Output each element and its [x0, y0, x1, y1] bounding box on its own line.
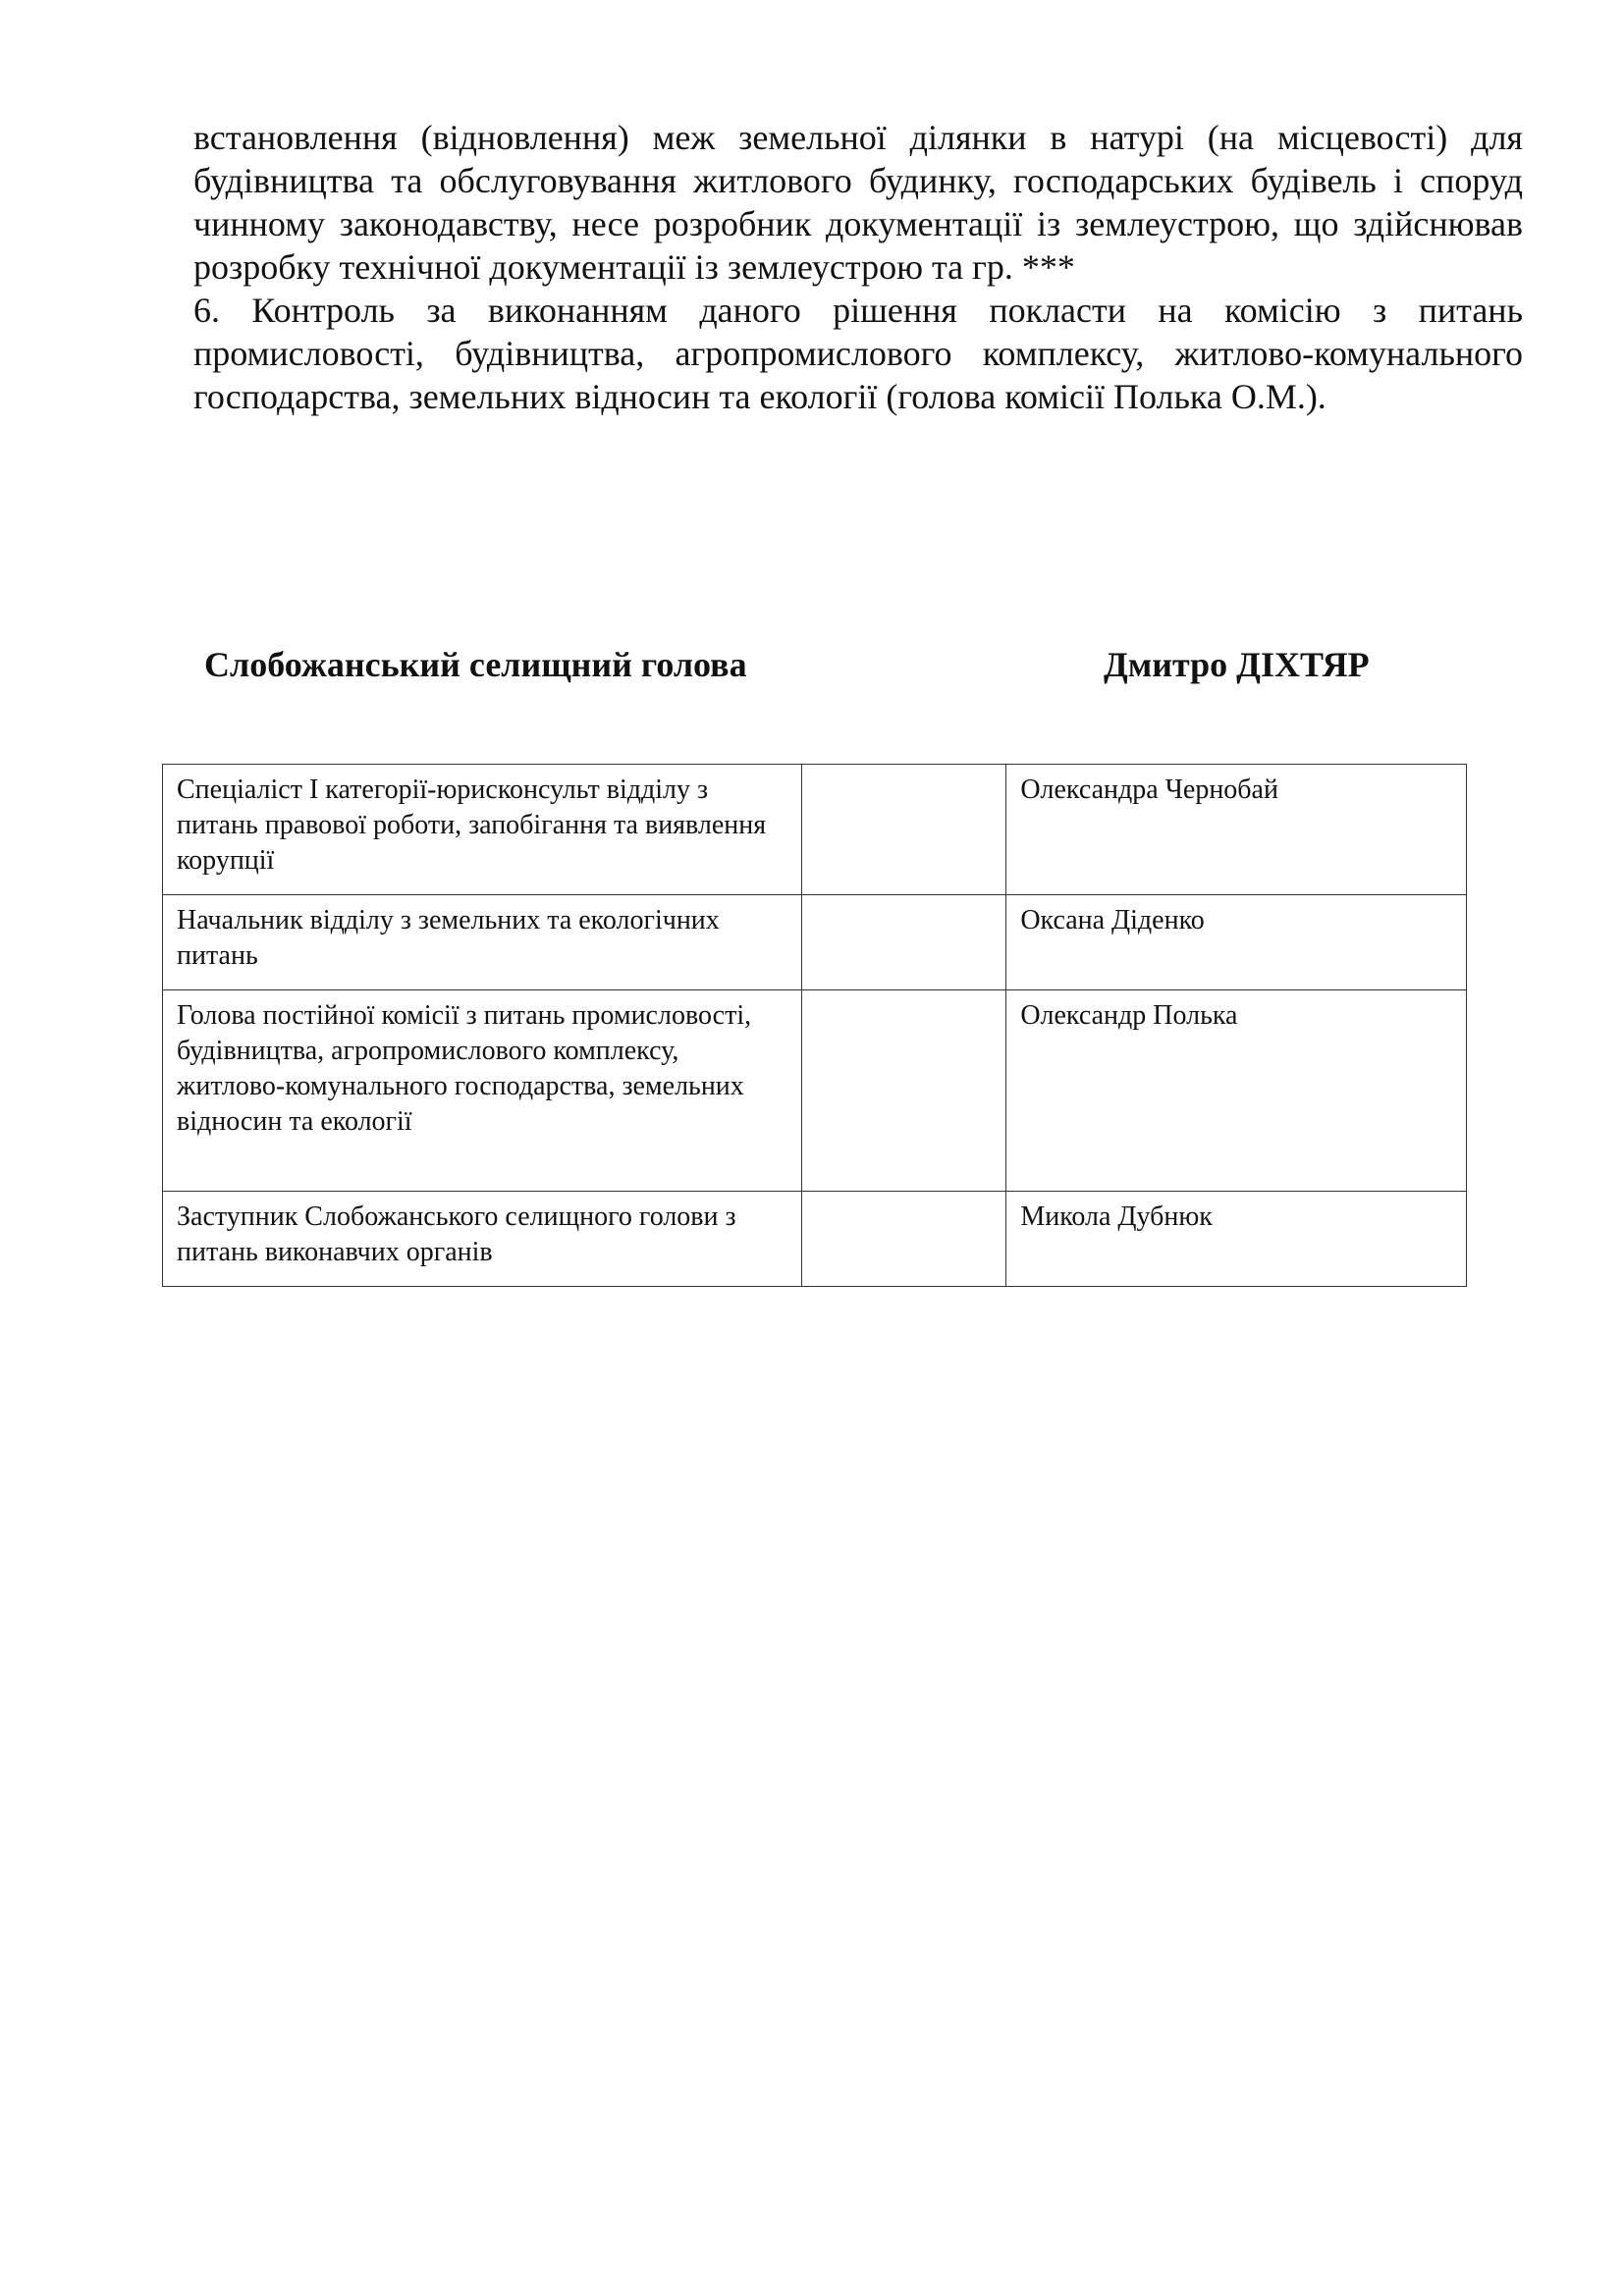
- approver-name: Оксана Діденко: [1006, 895, 1467, 990]
- decision-body: [193, 116, 1523, 418]
- signature-name: Дмитро ДІХТЯР: [1104, 645, 1370, 684]
- table-row: [163, 990, 1467, 1192]
- approver-name: Олександра Чернобай: [1006, 765, 1467, 895]
- approver-position: Голова постійної комісії з питань промисловості, будівництва, агропромислового комплексу, житлово-комунального господарства, земельних відносин та екології: [163, 990, 802, 1192]
- signature-cell: [801, 765, 1006, 895]
- approver-position: Начальник відділу з земельних та екологічних питань: [163, 895, 802, 990]
- approver-position: Спеціаліст І категорії-юрисконсульт відділу з питань правової роботи, запобігання та виявлення корупції: [163, 765, 802, 895]
- signature-cell: [801, 895, 1006, 990]
- signature-cell: [801, 1192, 1006, 1287]
- table-row: [163, 765, 1467, 895]
- signature-block: [0, 644, 1624, 693]
- approver-name: Олександр Полька: [1006, 990, 1467, 1192]
- table-row: [163, 1192, 1467, 1287]
- signature-title: Слобожанський селищний голова: [204, 645, 747, 684]
- approval-table: [162, 764, 1467, 1287]
- paragraph-6: 6. Контроль за виконанням даного рішення покласти на комісію з питань промисловості, будівництва, агропромислового комплексу, житлово-комунального господарства, земельних відносин та екології (голова комісії Полька О.М.).: [193, 291, 1523, 416]
- approver-name: Микола Дубнюк: [1006, 1192, 1467, 1287]
- table-row: [163, 895, 1467, 990]
- approver-position: Заступник Слобожанського селищного голови з питань виконавчих органів: [163, 1192, 802, 1287]
- paragraph-5-continuation: встановлення (відновлення) меж земельної ділянки в натурі (на місцевості) для будівництва та обслуговування житлового будинку, господарських будівель і споруд чинному законодавству, несе розробник документації із землеустрою, що здійснював розробку технічної документації із землеустрою та гр. ***: [193, 118, 1523, 287]
- signature-cell: [801, 990, 1006, 1192]
